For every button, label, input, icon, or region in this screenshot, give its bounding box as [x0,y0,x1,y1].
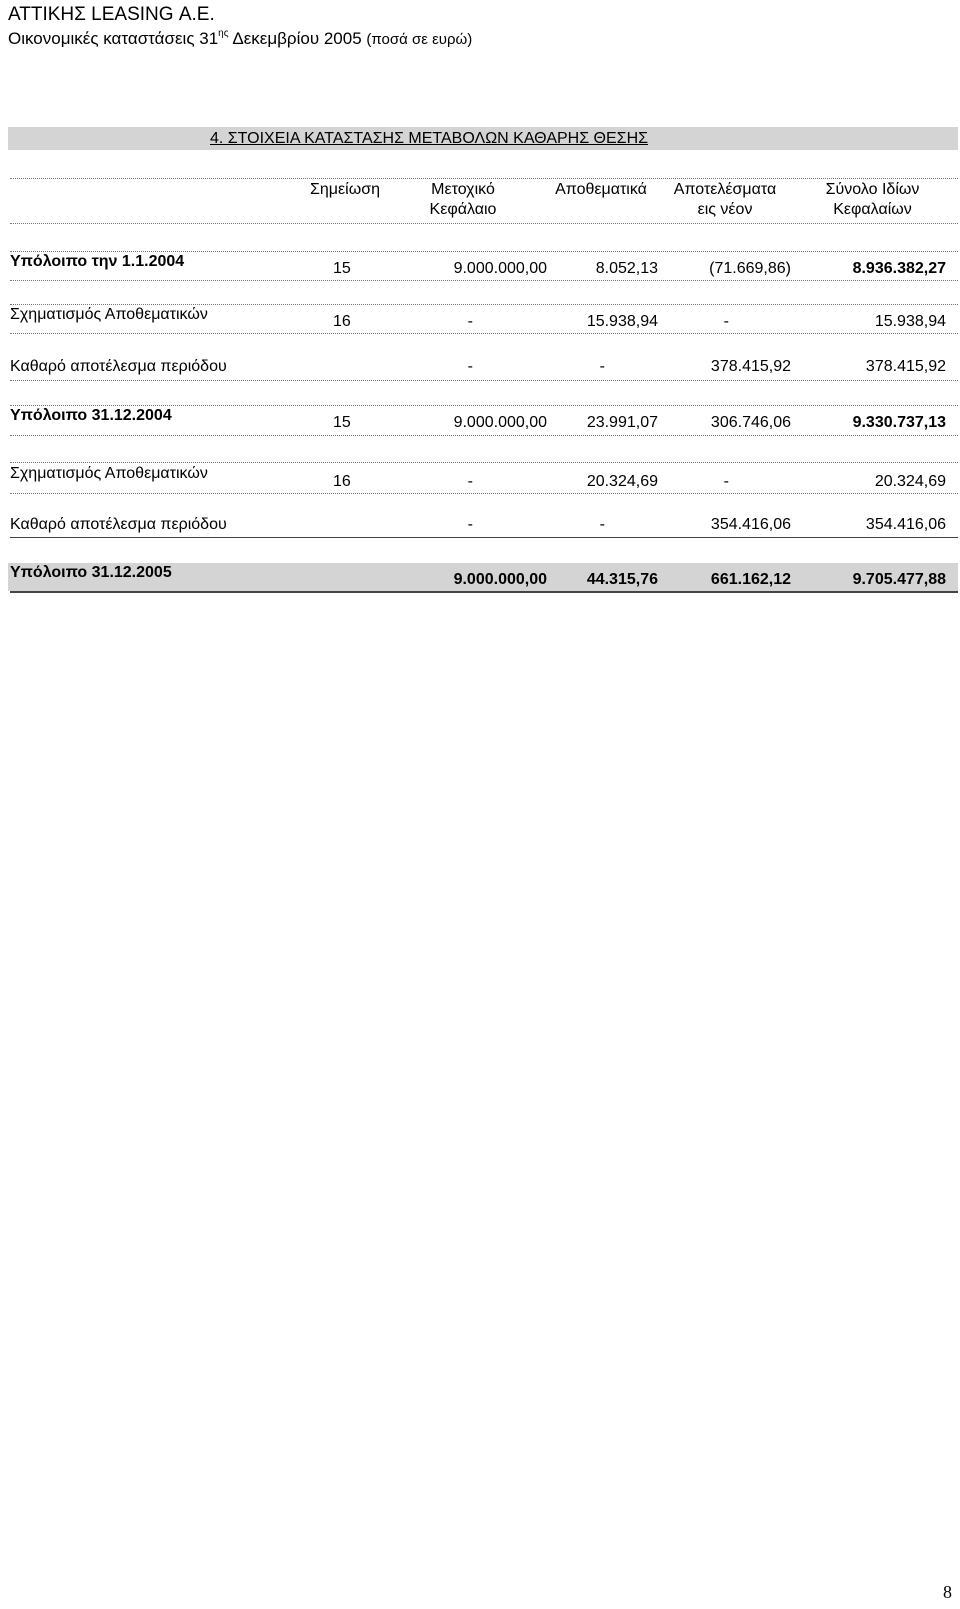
col-header-reserves [543,180,659,200]
row-reserves: 15.938,94 [586,313,658,330]
final-total: 9.705.477,88 [852,571,946,588]
row-reserves: 8.052,13 [595,260,658,277]
row-total: 15.938,94 [874,313,946,330]
row-retained: 378.415,92 [710,358,791,375]
final-underline [10,591,958,593]
row-note: 15 [333,260,351,277]
row-reserves: 20.324,69 [586,473,658,490]
row-reserves: - [599,516,605,533]
row-rule [10,435,958,436]
col-header-total-line1: Σύνολο Ιδίων [825,181,920,198]
row-label: Καθαρό αποτέλεσμα περιόδου [10,516,227,533]
row-rule [10,251,958,252]
final-row-label: Υπόλοιπο 31.12.2005 [10,564,172,581]
row-share-capital: 9.000.000,00 [453,260,547,277]
col-header-share-capital [413,180,513,220]
header-top-rule [10,178,958,179]
row-share-capital: - [467,473,473,490]
row-rule [10,280,958,281]
row-total: 9.330.737,13 [852,414,946,431]
col-header-note-line1: Σημείωση [310,181,380,198]
row-note: 16 [333,313,351,330]
row-retained: (71.669,86) [709,260,791,277]
subtitle-ordinal: ης [218,28,229,39]
col-header-retained-line2: εις νέον [697,201,753,218]
row-total: 8.936.382,27 [852,260,946,277]
row-label: Υπόλοιπο 31.12.2004 [10,407,172,424]
col-header-retained-line1: Αποτελέσματα [673,181,777,198]
col-header-share-capital-line1: Μετοχικό [431,181,495,198]
row-retained: - [723,313,729,330]
row-rule [10,462,958,463]
col-header-retained [660,180,790,220]
row-total: 20.324,69 [874,473,946,490]
row-share-capital: 9.000.000,00 [453,414,547,431]
row-retained: 354.416,06 [710,516,791,533]
row-note: 16 [333,473,351,490]
col-header-reserves-line1: Αποθεματικά [555,181,647,198]
company-name: ΑΤΤΙΚΗΣ LEASING Α.Ε. [8,4,215,25]
row-retained: - [723,473,729,490]
page-number: 8 [943,1582,952,1602]
col-header-share-capital-line2: Κεφάλαιο [429,201,497,218]
final-reserves: 44.315,76 [586,571,658,588]
subtitle-main: Δεκεμβρίου 2005 [228,29,367,48]
row-label: Υπόλοιπο την 1.1.2004 [10,253,185,270]
row-retained: 306.746,06 [710,414,791,431]
col-header-total-line2: Κεφαλαίων [833,201,912,218]
row-label: Καθαρό αποτέλεσμα περιόδου [10,358,227,375]
row-share-capital: - [467,358,473,375]
row-label: Σχηματισμός Αποθεματικών [10,306,208,323]
subtitle-prefix: Οικονομικές καταστάσεις 31 [8,29,219,48]
subtitle-note: (ποσά σε ευρώ) [366,31,473,48]
row-rule [10,380,958,381]
row-rule [10,493,958,494]
report-subtitle [8,28,472,49]
final-share-capital: 9.000.000,00 [453,571,547,588]
row-rule [10,405,958,406]
row-share-capital: - [467,516,473,533]
row-rule [10,333,958,334]
row-note: 15 [333,414,351,431]
row-rule [10,537,958,538]
row-label: Σχηματισμός Αποθεματικών [10,465,208,482]
col-header-note [300,180,390,200]
row-reserves: - [599,358,605,375]
row-share-capital: - [467,313,473,330]
row-rule [10,304,958,305]
row-total: 378.415,92 [865,358,946,375]
row-total: 354.416,06 [865,516,946,533]
section-title: 4. ΣΤΟΙΧΕΙΑ ΚΑΤΑΣΤΑΣΗΣ ΜΕΤΑΒΟΛΩΝ ΚΑΘΑΡΗΣ ΘΕΣΗΣ [210,130,649,147]
col-header-total [800,180,945,220]
header-bottom-rule [10,223,958,224]
final-retained: 661.162,12 [710,571,791,588]
row-reserves: 23.991,07 [586,414,658,431]
